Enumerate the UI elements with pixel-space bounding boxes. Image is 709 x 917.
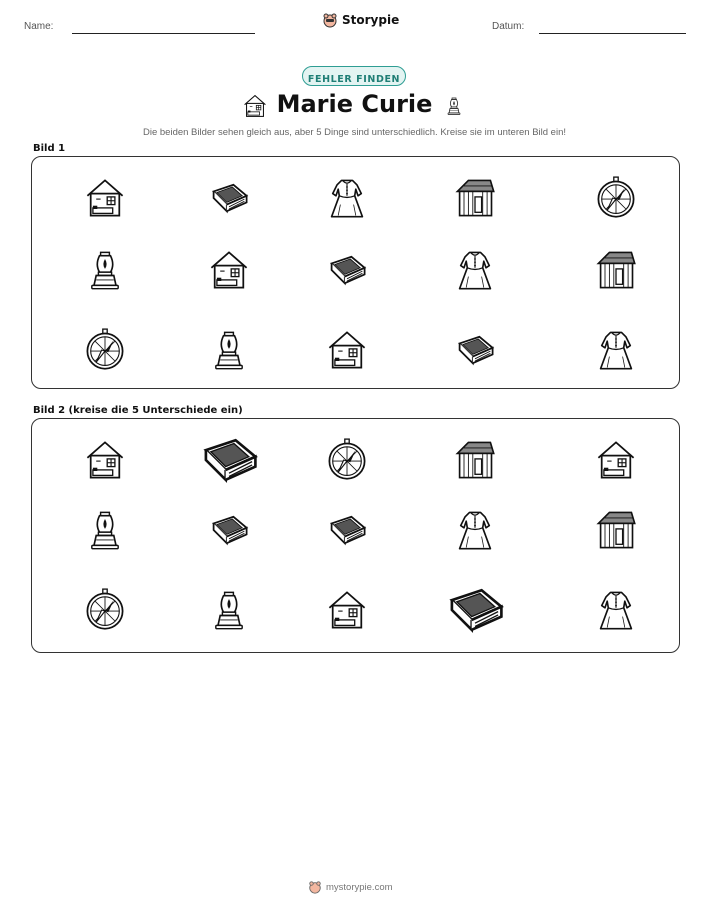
- name-label: Name:: [24, 21, 54, 32]
- lamp-icon[interactable]: [83, 248, 127, 292]
- page-title: Marie Curie: [276, 90, 433, 118]
- category-badge: [302, 66, 406, 86]
- instructions: Die beiden Bilder sehen gleich aus, aber 5 Dinge sind unterschiedlich. Kreise sie im unteren Bild ein!: [143, 127, 566, 138]
- compass-icon[interactable]: [594, 176, 638, 220]
- house-icon[interactable]: [83, 438, 127, 482]
- book-icon[interactable]: [453, 328, 497, 372]
- dress-icon[interactable]: [325, 176, 369, 220]
- lamp-icon[interactable]: [207, 588, 251, 632]
- lamp-icon[interactable]: [207, 328, 251, 372]
- shed-icon[interactable]: [594, 248, 638, 292]
- date-line[interactable]: [539, 33, 686, 34]
- house-icon[interactable]: [325, 588, 369, 632]
- brand-logo: [322, 12, 399, 28]
- book-icon[interactable]: [207, 176, 251, 220]
- house-icon[interactable]: [594, 438, 638, 482]
- book-icon-large[interactable]: [442, 577, 508, 643]
- badge-text: FEHLER FINDEN: [307, 74, 401, 85]
- panel1-label: Bild 1: [33, 143, 66, 154]
- book-icon[interactable]: [325, 508, 369, 552]
- name-line[interactable]: [72, 33, 255, 34]
- shed-icon[interactable]: [594, 508, 638, 552]
- title-lamp-icon: [444, 90, 464, 122]
- shed-icon[interactable]: [453, 438, 497, 482]
- footer-url: mystorypie.com: [326, 881, 393, 893]
- dress-icon[interactable]: [594, 328, 638, 372]
- footer: [308, 880, 393, 894]
- book-icon[interactable]: [325, 248, 369, 292]
- date-label: Datum:: [492, 21, 525, 32]
- house-icon[interactable]: [325, 328, 369, 372]
- dress-icon[interactable]: [453, 248, 497, 292]
- compass-icon[interactable]: [325, 438, 369, 482]
- book-icon[interactable]: [207, 508, 251, 552]
- house-icon[interactable]: [207, 248, 251, 292]
- compass-icon[interactable]: [83, 588, 127, 632]
- brand-name: Storypie: [342, 13, 400, 27]
- lamp-icon[interactable]: [83, 508, 127, 552]
- dress-icon[interactable]: [453, 508, 497, 552]
- compass-icon[interactable]: [83, 328, 127, 372]
- panel2-label: Bild 2 (kreise die 5 Unterschiede ein): [33, 405, 243, 416]
- shed-icon[interactable]: [453, 176, 497, 220]
- storypie-mascot-icon: [322, 12, 338, 28]
- house-icon[interactable]: [83, 176, 127, 220]
- storypie-mascot-icon: [308, 880, 322, 894]
- dress-icon[interactable]: [594, 588, 638, 632]
- book-icon-large[interactable]: [196, 427, 262, 493]
